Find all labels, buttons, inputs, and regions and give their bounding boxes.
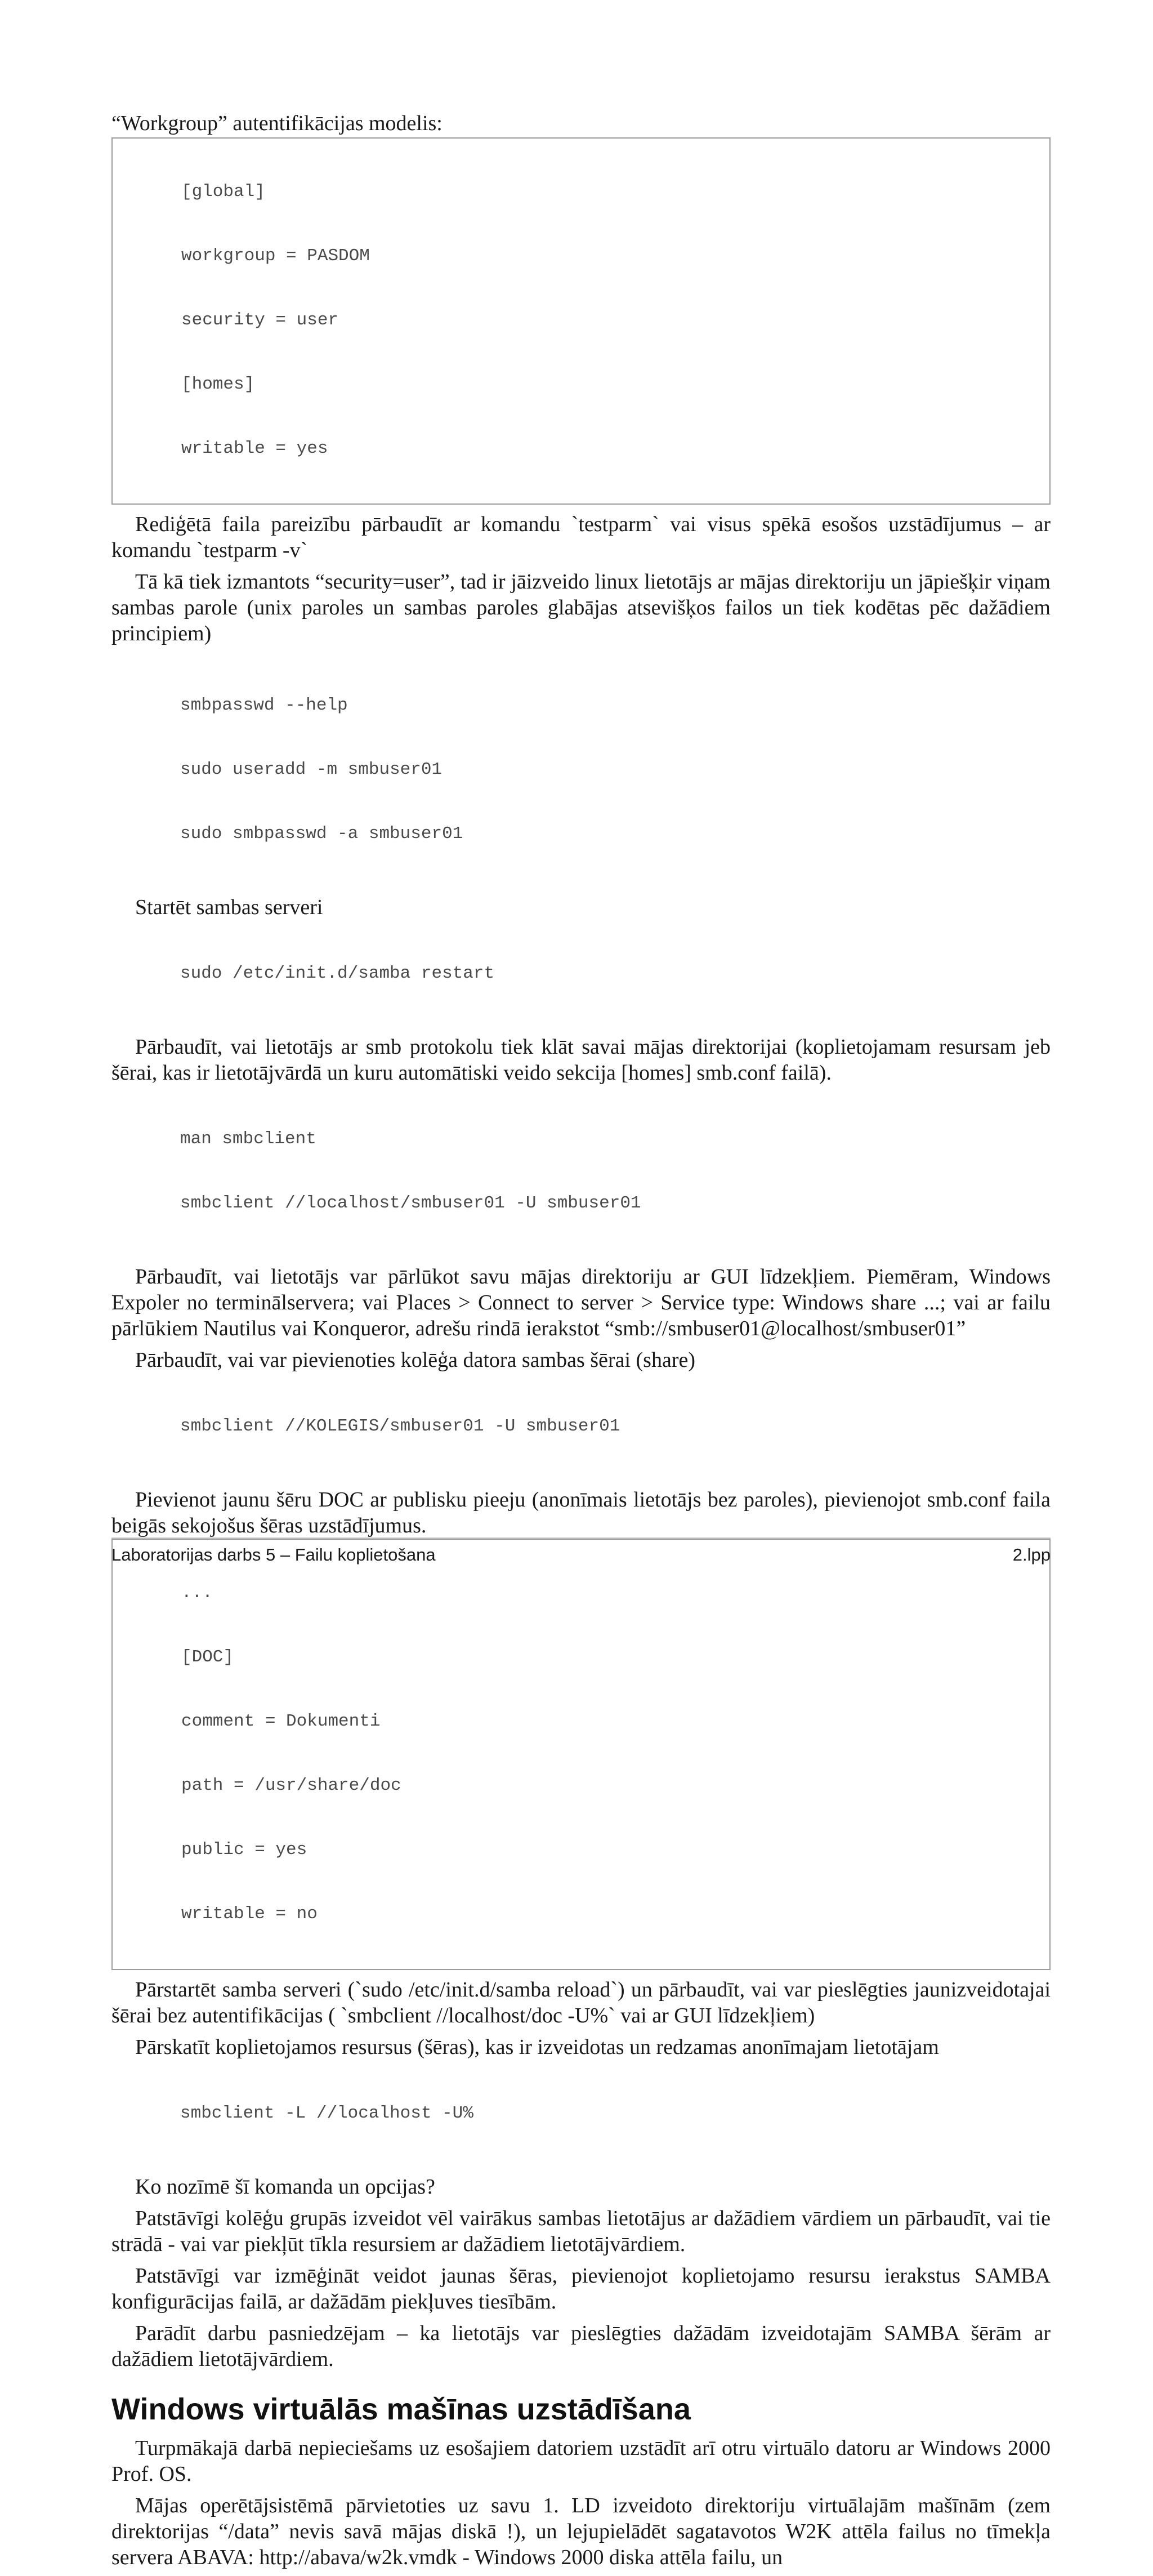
code-line: smbpasswd --help	[180, 696, 348, 715]
config-block-global	[113, 139, 1049, 502]
paragraph-doc-share: Pievienot jaunu šēru DOC ar publisku pieeju (anonīmais lietotājs bez paroles), pievienojot smb.conf faila beigās sekojošus šēras uzstādījumus.	[111, 1488, 1051, 1537]
code-line: path = /usr/share/doc	[181, 1776, 401, 1795]
paragraph-list-shares: Pārskatīt koplietojamos resursus (šēras), kas ir izveidotas un redzamas anonīmajam lietotājam	[135, 2035, 939, 2059]
code-block-check-home	[111, 1086, 1051, 1257]
code-line: [DOC]	[181, 1647, 234, 1667]
config-box-doc	[111, 1539, 1051, 1970]
paragraph-colleague-share: Pārbaudīt, vai var pievienoties kolēģa datora sambas šērai (share)	[135, 1348, 696, 1372]
paragraph-testparm: Rediģētā faila pareizību pārbaudīt ar komandu `testparm` vai visus spēkā esošos uzstādījumus – ar komandu `testparm -v`	[111, 512, 1051, 562]
paragraph-security-user: Tā kā tiek izmantots “security=user”, tad ir jāizveido linux lietotājs ar mājas direktoriju un jāpiešķir viņam sambas parole (unix paroles un sambas paroles glabājas atsevišķos failos un tiek kodētas pēc dažādiem principiem)	[111, 570, 1051, 645]
paragraph-gui-browse: Pārbaudīt, vai lietotājs var pārlūkot savu mājas direktoriju ar GUI līdzekļiem. Piemēram, Windows Expoler no terminālservera; vai Places > Connect to server > Service type: Windows share ...; vai ar failu pārlūkiem Nautilus vai Konqueror, adrešu rindā ierakstot “smb://smbuser01@localhost/smbuser01”	[111, 1265, 1051, 1340]
code-line: workgroup = PASDOM	[181, 246, 370, 266]
code-line: ...	[181, 1583, 213, 1603]
paragraph-meaning-question: Ko nozīmē šī komanda un opcijas?	[135, 2175, 435, 2199]
code-line: man smbclient	[180, 1129, 316, 1149]
page-number: 2.lpp	[1012, 1545, 1051, 1565]
code-line: writable = yes	[181, 439, 328, 458]
paragraph-check-home: Pārbaudīt, vai lietotājs ar smb protokolu tiek klāt savai mājas direktorijai (koplietojamam resursam jeb šērai, kas ir lietotājvārdā un kuru automātiski veido sekcija [homes] smb.conf failā).	[111, 1035, 1051, 1085]
section-heading-windows-vm: Windows virtuālās mašīnas uzstādīšana	[111, 2392, 691, 2426]
page-footer	[111, 1537, 1051, 1566]
code-line: sudo useradd -m smbuser01	[180, 760, 443, 779]
code-block-list	[111, 2060, 1051, 2167]
code-block-start	[111, 920, 1051, 1027]
code-line: sudo /etc/init.d/samba restart	[180, 964, 495, 983]
config-box-global	[111, 137, 1051, 505]
paragraph-next-work: Turpmākajā darbā nepieciešams uz esošajiem datoriem uzstādīt arī otru virtuālo datoru ar Windows 2000 Prof. OS.	[111, 2436, 1051, 2486]
paragraph-restart-samba: Pārstartēt samba serveri (`sudo /etc/init.d/samba reload`) un pārbaudīt, vai var pieslēgties jaunizveidotajai šērai bez autentifikācijas ( `smbclient //localhost/doc -U%` vai ar GUI līdzekļiem)	[111, 1978, 1051, 2027]
workgroup-intro: “Workgroup” autentifikācijas modelis:	[111, 112, 443, 135]
code-line: writable = no	[181, 1904, 318, 1924]
code-line: sudo smbpasswd -a smbuser01	[180, 824, 463, 844]
document-page	[111, 110, 1051, 2576]
footer-title: Laboratorijas darbs 5 – Failu koplietošana	[111, 1545, 436, 1565]
code-line: [homes]	[181, 375, 255, 394]
code-line: public = yes	[181, 1840, 307, 1860]
code-line: smbclient //KOLEGIS/smbuser01 -U smbuser01	[180, 1416, 620, 1436]
code-line: smbclient //localhost/smbuser01 -U smbuser01	[180, 1193, 641, 1213]
code-line: security = user	[181, 310, 339, 330]
config-block-doc	[113, 1540, 1049, 1968]
paragraph-new-shares: Patstāvīgi var izmēģināt veidot jaunas šēras, pievienojot koplietojamo resursu ierakstus SAMBA konfigurācijas failā, ar dažādām piekļuves tiesībām.	[111, 2264, 1051, 2314]
paragraph-more-users: Patstāvīgi kolēģu grupās izveidot vēl vairākus sambas lietotājus ar dažādiem vārdiem un pārbaudīt, vai tie strādā - vai var piekļūt tīkla resursiem ar dažādiem lietotājvārdiem.	[111, 2207, 1051, 2256]
paragraph-start-samba: Startēt sambas serveri	[135, 895, 323, 919]
code-line: comment = Dokumenti	[181, 1712, 381, 1731]
code-block-colleague	[111, 1373, 1051, 1480]
paragraph-show-teacher: Parādīt darbu pasniedzējam – ka lietotājs var pieslēgties dažādām izveidotajām SAMBA šērām ar dažādiem lietotājvārdiem.	[111, 2321, 1051, 2371]
code-line: smbclient -L //localhost -U%	[180, 2103, 473, 2123]
paragraph-download-w2k: Mājas operētājsistēmā pārvietoties uz savu 1. LD izveidoto direktoriju virtuālajām mašīnām (zem direktorijas “/data” nevis savā mājas diskā !), un lejupielādēt sagatavotos W2K attēla failus no tīmekļa servera ABAVA: http://abava/w2k.vmdk - Windows 2000 diska attēla failu, un	[111, 2494, 1051, 2569]
code-block-users	[111, 652, 1051, 888]
code-line: [global]	[181, 182, 265, 202]
